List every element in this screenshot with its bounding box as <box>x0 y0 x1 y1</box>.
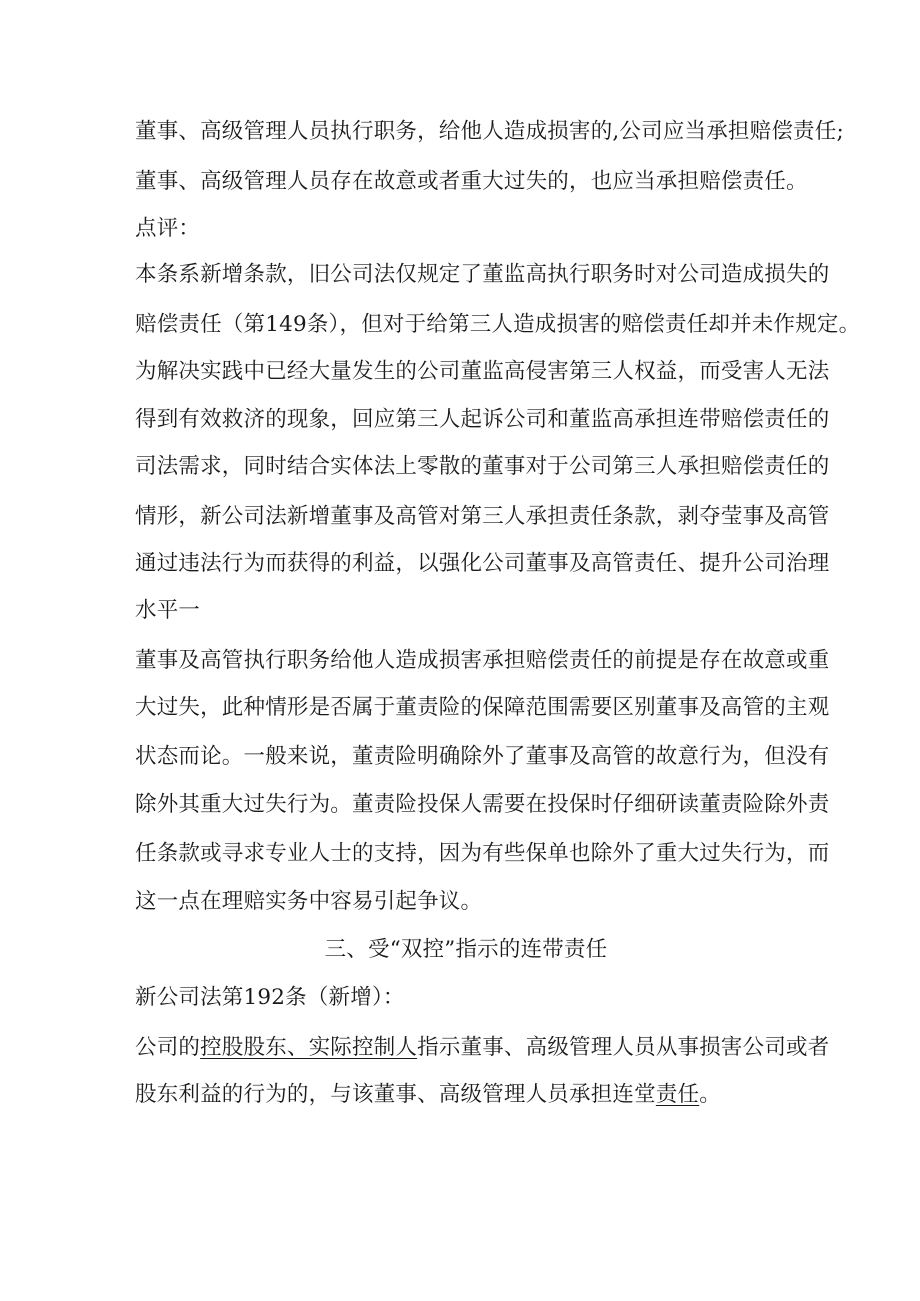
paragraph-3-line-3: 状态而论。一般来说，董责险明确除外了董事及高管的故意行为，但没有 <box>135 744 830 769</box>
paragraph-2-line-4: 得到有效救济的现象，回应第三人起诉公司和董监高承担连带赔偿责任的 <box>135 407 830 432</box>
paragraph-3-line-4: 除外其重大过失行为。董责险投保人需要在投保时仔细研读董责险除外责 <box>135 792 830 817</box>
paragraph-4-line-2-suffix: 。 <box>699 1082 721 1107</box>
section-heading: 三、受“双控”指示的连带责任 <box>324 937 608 962</box>
paragraph-1-line-1: 董事、高级管理人员执行职务，给他人造成损害的,公司应当承担赔偿责任; <box>135 119 844 144</box>
paragraph-2-line-2: 赔偿责任（第149条），但对于给第三人造成损害的赔偿责任却并未作规定。 <box>135 312 861 337</box>
paragraph-3-line-5: 任条款或寻求专业人士的支持，因为有些保单也除外了重大过失行为，而 <box>135 841 830 866</box>
paragraph-4-line-2-prefix: 股东利益的行为的，与该董事、高级管理人员承担连堂 <box>135 1082 656 1107</box>
paragraph-4-line-1-suffix: 指示董事、高级管理人员从事损害公司或者 <box>417 1035 830 1060</box>
paragraph-3-line-1: 董事及高管执行职务给他人造成损害承担赔偿责任的前提是存在故意或重 <box>135 648 830 673</box>
paragraph-4-line-2 <box>135 1080 721 1110</box>
paragraph-3-line-6: 这一点在理赔实务中容易引起争议。 <box>135 889 483 914</box>
paragraph-1-line-2: 董事、高级管理人员存在故意或者重大过失的，也应当承担赔偿责任。 <box>135 169 808 194</box>
paragraph-2-line-3: 为解决实践中已经大量发生的公司董监高侵害第三人权益，而受害人无法 <box>135 359 830 384</box>
paragraph-2-line-6: 情形，新公司法新增董事及高管对第三人承担责任条款，剥夺莹事及高管 <box>135 504 830 529</box>
underlined-controlling-parties: 控股股东、实际控制人 <box>200 1035 418 1060</box>
paragraph-2-line-7: 通过违法行为而获得的利益，以强化公司董事及高管责任、提升公司治理 <box>135 551 830 576</box>
comment-label: 点评： <box>135 216 201 241</box>
paragraph-2-line-8: 水平一 <box>135 598 201 623</box>
paragraph-3-line-2: 大过失，此种情形是否属于董责险的保障范围需要区别董事及高管的主观 <box>135 695 830 720</box>
paragraph-4-line-1 <box>135 1033 829 1063</box>
underlined-liability: 责任 <box>655 1082 700 1107</box>
paragraph-4-line-1-prefix: 公司的 <box>135 1035 201 1060</box>
article-label: 新公司法第192条（新增）： <box>135 985 405 1010</box>
paragraph-2-line-1: 本条系新增条款，旧公司法仅规定了董监高执行职务时对公司造成损失的 <box>135 262 830 287</box>
paragraph-2-line-5: 司法需求，同时结合实体法上零散的董事对于公司第三人承担赔偿责任的 <box>135 454 830 479</box>
